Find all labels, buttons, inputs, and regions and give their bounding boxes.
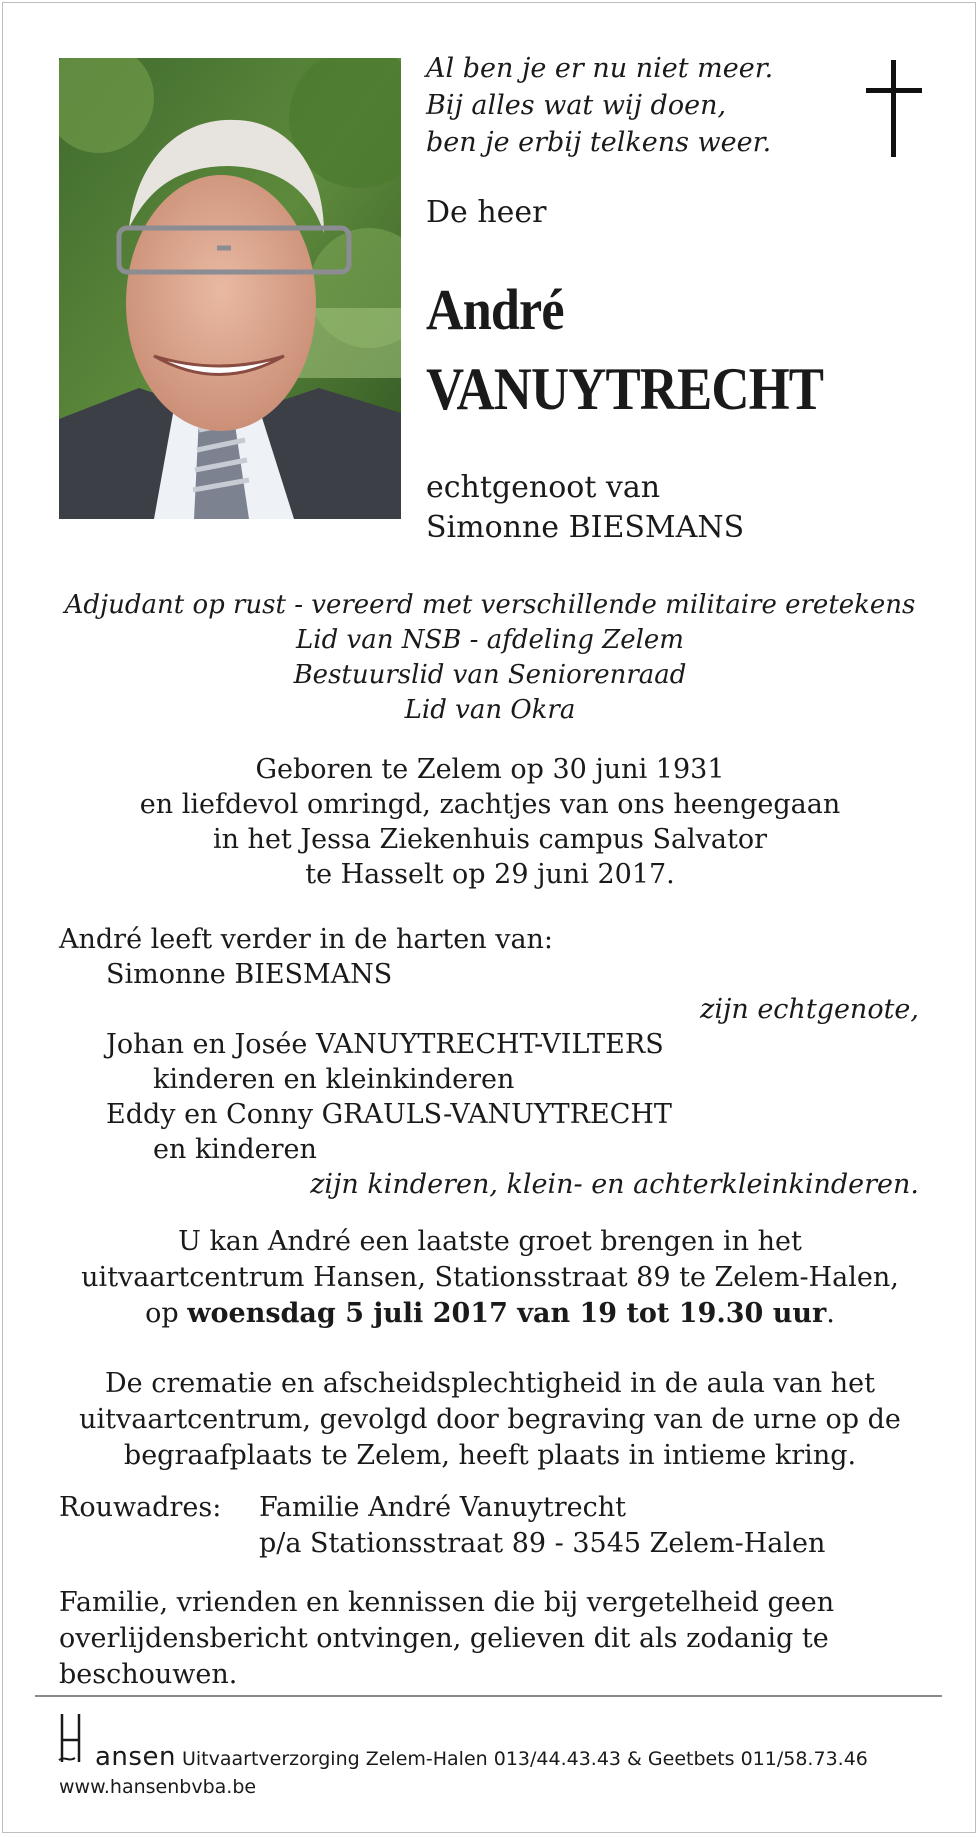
address-label: Rouwadres: [59,1492,222,1523]
cremation-info [40,1366,940,1474]
poem-line: Bij alles wat wij doen, [426,90,727,121]
portrait-photo [59,58,401,519]
deceased-last-name: VANUYTRECHT [426,356,824,422]
visitation-line: uitvaartcentrum Hansen, Stationsstraat 89 te Zelem-Halen, [81,1262,899,1293]
spouse-block [426,468,744,548]
survivor-child-sub: kinderen en kleinkinderen [153,1064,515,1095]
poem-line: ben je erbij telkens weer. [426,127,772,158]
closing-line: beschouwen. [59,1659,238,1690]
title-line: Lid van NSB - afdeling Zelem [296,625,684,655]
survivor-child: Eddy en Conny GRAULS-VANUYTRECHT [106,1099,672,1130]
cremation-line: De crematie en afscheidsplechtigheid in de aula van het [105,1368,875,1399]
cross-icon [866,60,922,160]
survivors-intro: André leeft verder in de harten van: [59,924,554,955]
closing-line: overlijdensbericht ontvingen, gelieven dit als zodanig te [59,1623,829,1654]
birth-death-line: Geboren te Zelem op 30 juni 1931 [255,754,725,785]
title-line: Lid van Okra [404,695,576,725]
visitation-line: op woensdag 5 juli 2017 van 19 tot 19.30 uur. [145,1298,835,1329]
survivor-children-role: zijn kinderen, klein- en achterkleinkinderen. [310,1169,919,1200]
footer-divider [35,1695,942,1697]
poem-line: Al ben je er nu niet meer. [426,53,774,84]
address-line: p/a Stationsstraat 89 - 3545 Zelem-Halen [259,1528,826,1559]
footer-details: Uitvaartverzorging Zelem-Halen 013/44.43.43 & Geetbets 011/58.73.46 [181,1748,868,1770]
cremation-line: uitvaartcentrum, gevolgd door begraving van de urne op de [79,1404,901,1435]
closing-note [59,1585,919,1693]
visitation-time: woensdag 5 juli 2017 van 19 tot 19.30 uur [187,1298,827,1329]
birth-death-line: te Hasselt op 29 juni 2017. [305,859,675,890]
visitation-line: U kan André een laatste groet brengen in het [178,1226,802,1257]
survivor-child: Johan en Josée VANUYTRECHT-VILTERS [106,1029,664,1060]
title-line: Adjudant op rust - vereerd met verschillende militaire eretekens [64,590,916,620]
footer-info [95,1742,868,1772]
titles [40,588,940,728]
hansen-logo-icon [57,1712,97,1762]
closing-line: Familie, vrienden en kennissen die bij vergetelheid geen [59,1587,835,1618]
visitation-info [40,1224,940,1332]
salutation: De heer [426,195,547,230]
survivor-spouse: Simonne BIESMANS [106,959,393,990]
birth-death-line: en liefdevol omringd, zachtjes van ons heengegaan [139,789,841,820]
survivor-child-sub: en kinderen [153,1134,317,1165]
survivors [59,922,919,1202]
birth-death-text [40,752,940,892]
survivor-spouse-role: zijn echtgenote, [700,994,919,1025]
website-link[interactable]: www.hansenbvba.be [59,1776,257,1798]
address-line: Familie André Vanuytrecht [259,1492,626,1523]
brand-name: ansen [95,1742,176,1772]
spouse-name: Simonne BIESMANS [426,510,745,545]
poem [426,50,773,161]
title-line: Bestuurslid van Seniorenraad [293,660,687,690]
deceased-first-name: André [426,277,564,342]
spouse-intro: echtgenoot van [426,470,661,505]
cremation-line: begraafplaats te Zelem, heeft plaats in intieme kring. [123,1440,857,1471]
birth-death-line: in het Jessa Ziekenhuis campus Salvator [212,824,768,855]
